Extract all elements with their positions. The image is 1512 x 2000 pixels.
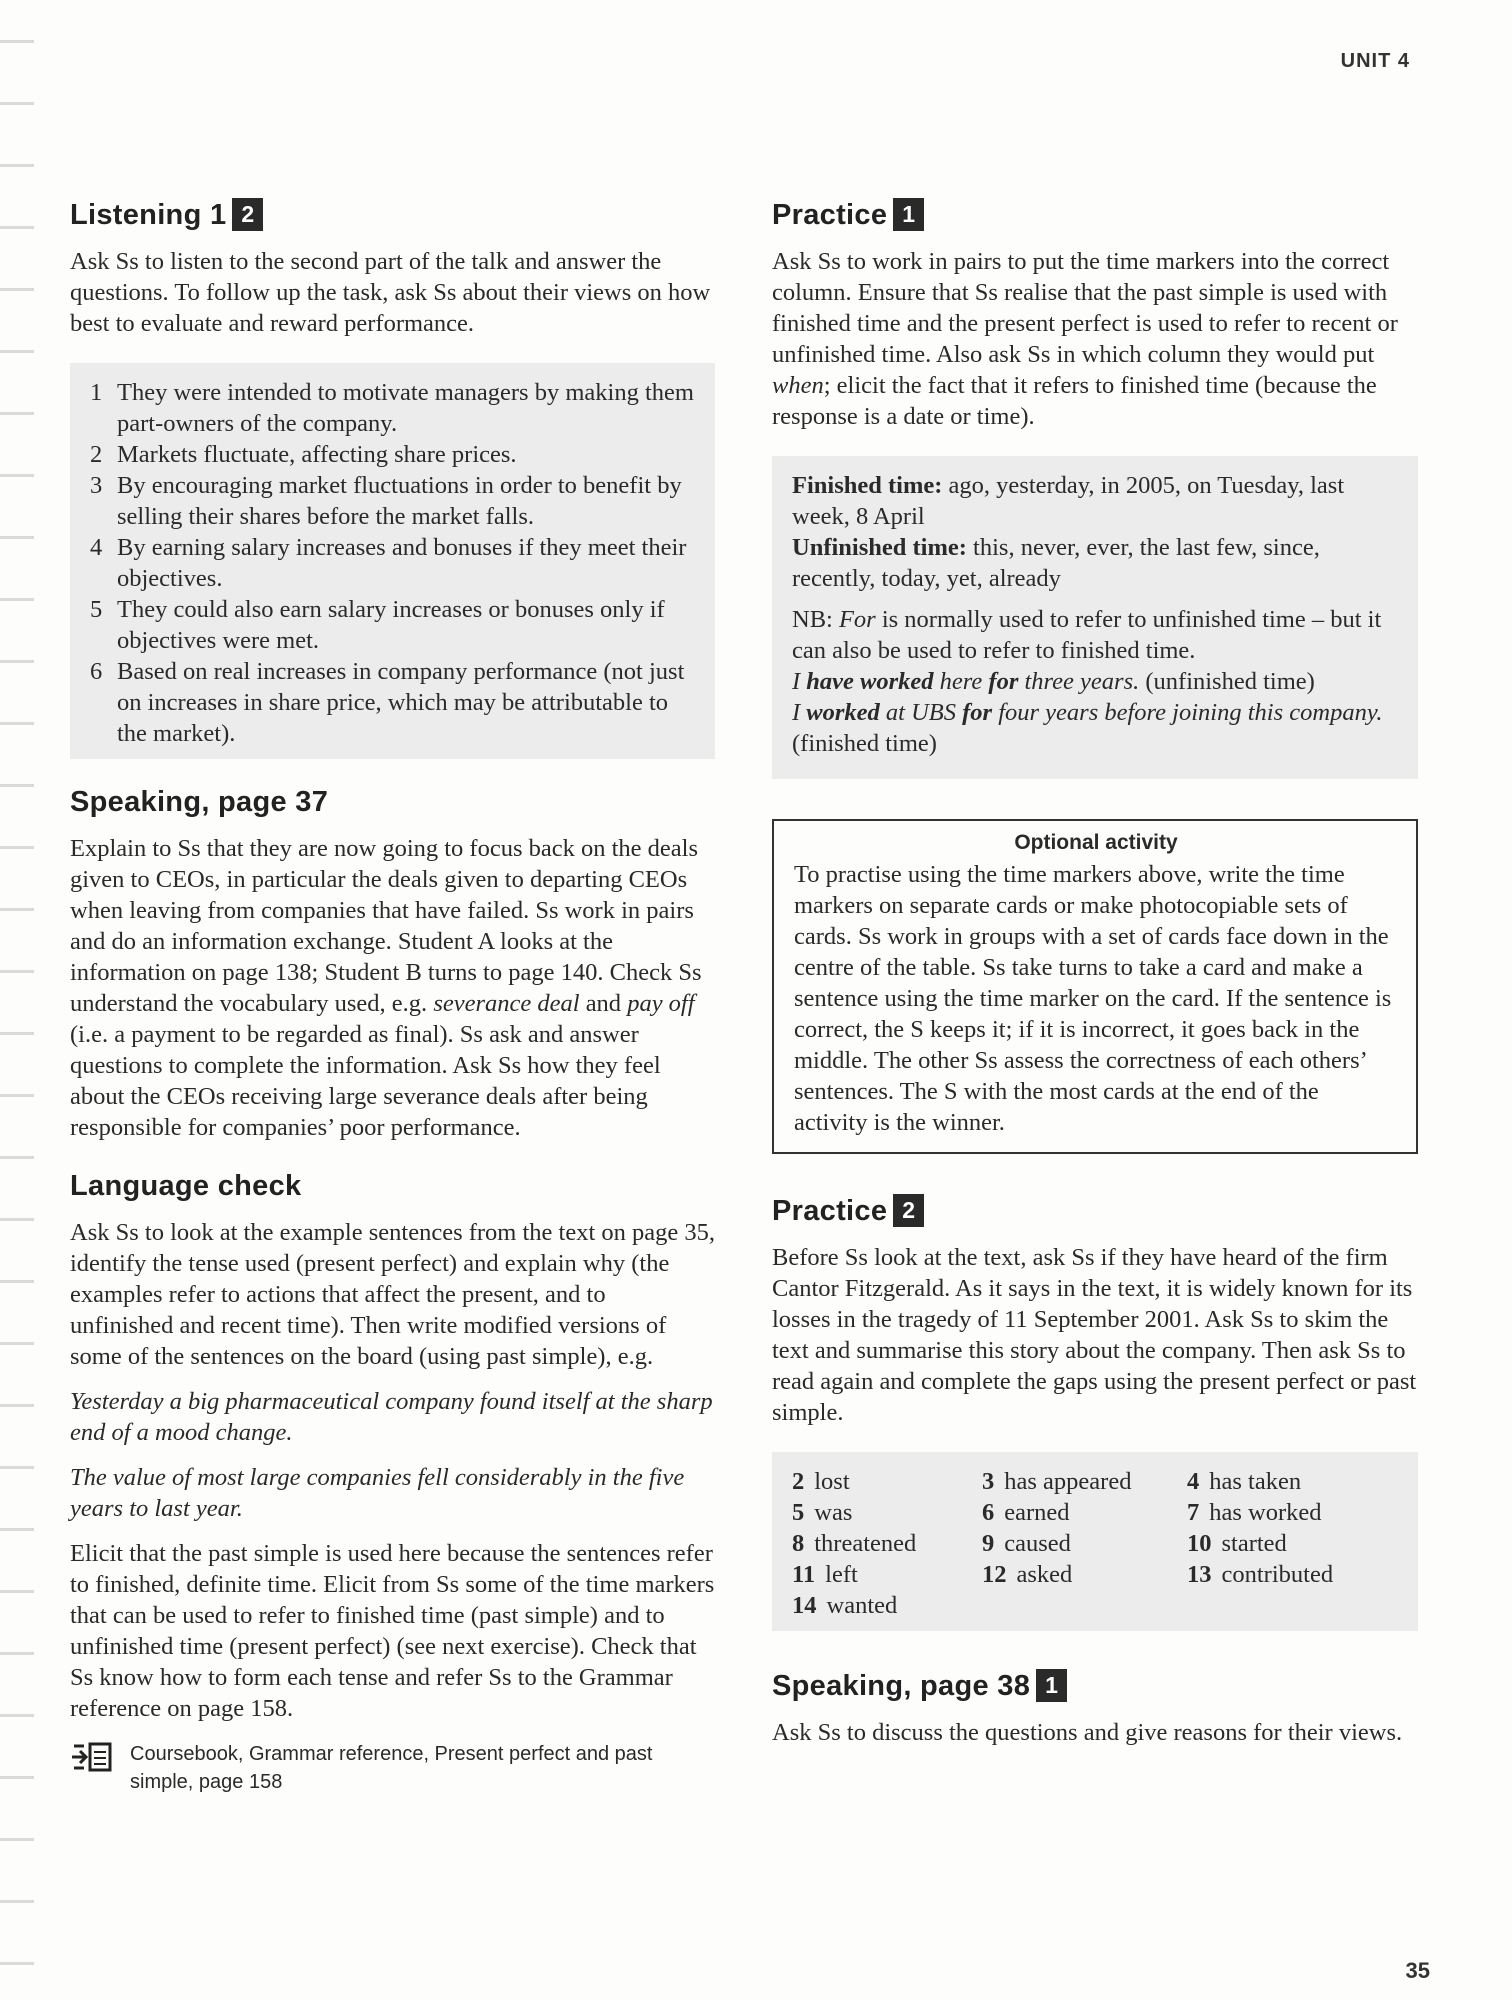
listening-answer-key [70, 363, 715, 759]
speaking38-badge: 1 [1036, 1669, 1067, 1702]
answer-text: Markets fluctuate, affecting share prices. [117, 440, 517, 468]
answer-number: 5 [90, 595, 103, 623]
gap-word: wanted [826, 1591, 898, 1619]
gap-number: 11 [792, 1560, 816, 1588]
answer-number: 6 [90, 657, 103, 685]
speaking38-text: Ask Ss to discuss the questions and give reasons for their views. [772, 1718, 1403, 1746]
answer-item [90, 594, 695, 656]
answer-number: 2 [90, 440, 103, 468]
gap-word: has appeared [1004, 1467, 1132, 1495]
gap-word: was [814, 1498, 853, 1526]
gap-number: 4 [1187, 1467, 1200, 1495]
answer-item [90, 656, 695, 749]
nb-example-2: I worked at UBS for four years before joining this company. (finished time) [792, 698, 1383, 757]
gap-number: 5 [792, 1498, 805, 1526]
practice1-text: Ask Ss to work in pairs to put the time markers into the correct column. Ensure that Ss realise that the past simple is used with finished time and the present perfect is used to refer to recent or unfinished time. Also ask Ss in which column they would put when; elicit the fact that it refers to finished time (because the response is a date or time). [772, 247, 1398, 430]
answer-text: By earning salary increases and bonuses if they meet their objectives. [117, 533, 687, 592]
language-check-section [70, 1171, 715, 1796]
speaking38-heading: Speaking, page 38 1 [772, 1669, 1418, 1703]
listening-section [70, 198, 715, 759]
right-column [772, 198, 1418, 1776]
gap-answer [792, 1466, 982, 1497]
practice2-heading: Practice 2 [772, 1194, 1418, 1228]
gap-answer [982, 1497, 1187, 1528]
nb-example-1: I have worked here for three years. (unfinished time) [792, 667, 1315, 695]
gap-answer [1187, 1559, 1367, 1590]
gap-word: has taken [1209, 1467, 1302, 1495]
practice1-answer-key [772, 456, 1418, 779]
gap-answer [982, 1559, 1187, 1590]
gap-answer [1187, 1528, 1367, 1559]
gap-number: 8 [792, 1529, 805, 1557]
gap-answer [792, 1559, 982, 1590]
example-sentence-2: The value of most large companies fell considerably in the five years to last year. [70, 1463, 685, 1522]
optional-activity-box [772, 819, 1418, 1154]
speaking37-text: Explain to Ss that they are now going to focus back on the deals given to CEOs, in particular the deals given to departing CEOs when leaving from companies that have failed. Ss work in pairs and do an information exchange. Student A looks at the information on page 138; Student B turns to page 140. Check Ss understand the vocabulary used, e.g. severance deal and pay off (i.e. a payment to be regarded as final). Ss ask and answer questions to complete the information. Ask Ss how they feel about the CEOs receiving large severance deals after being responsible for companies’ poor performance. [70, 834, 702, 1141]
gap-number: 2 [792, 1467, 805, 1495]
answer-number: 4 [90, 533, 103, 561]
gap-answer [1187, 1497, 1367, 1528]
listening-answer-list [90, 377, 695, 749]
gap-word: threatened [814, 1529, 917, 1557]
language-check-heading: Language check [70, 1169, 302, 1202]
answer-item [90, 377, 695, 439]
practice1-heading: Practice 1 [772, 198, 1418, 232]
answer-text: They were intended to motivate managers by making them part-owners of the company. [117, 378, 694, 437]
gap-word: has worked [1209, 1498, 1322, 1526]
practice2-answer-key [772, 1452, 1418, 1631]
optional-activity-text: To practise using the time markers above, write the time markers on separate cards or make photocopiable sets of cards. Ss work in groups with a set of cards face down in the centre of the table. Ss take turns to take a card and make a sentence using the time marker on the card. If the sentence is correct, the S keeps it; if it is incorrect, it goes back in the middle. The other Ss assess the correctness of each others’ sentences. The S with the most cards at the end of the activity is the winner. [794, 860, 1392, 1136]
speaking37-section [70, 787, 715, 1143]
gap-number: 7 [1187, 1498, 1200, 1526]
gap-answer [982, 1528, 1187, 1559]
language-check-intro: Ask Ss to look at the example sentences from the text on page 35, identify the tense used (present perfect) and explain why (the examples refer to actions that affect the present, and to unfinished and recent time). Then write modified versions of some of the sentences on the board (using past simple), e.g. [70, 1218, 716, 1370]
optional-activity-title: Optional activity [1014, 830, 1178, 854]
answer-number: 3 [90, 471, 103, 499]
gap-word: left [825, 1560, 858, 1588]
gap-number: 10 [1187, 1529, 1212, 1557]
practice2-answer-grid [792, 1466, 1398, 1621]
finished-time: Finished time: ago, yesterday, in 2005, on Tuesday, last week, 8 April [792, 471, 1345, 530]
answer-text: They could also earn salary increases or bonuses only if objectives were met. [117, 595, 665, 654]
example-sentence-1: Yesterday a big pharmaceutical company found itself at the sharp end of a mood change. [70, 1387, 713, 1446]
language-check-followup: Elicit that the past simple is used here because the sentences refer to finished, definite time. Elicit from Ss some of the time markers that can be used to refer to finished time (past simple) and to unfinished time (present perfect) (see next exercise). Check that Ss know how to form each tense and refer Ss to the Grammar reference on page 158. [70, 1539, 715, 1722]
gap-word: contributed [1221, 1560, 1334, 1588]
left-column [70, 198, 715, 1824]
practice2-text: Before Ss look at the text, ask Ss if they have heard of the firm Cantor Fitzgerald. As it says in the text, it is widely known for its losses in the tragedy of 11 September 2001. Ask Ss to skim the text and summarise this story about the company. Then ask Ss to read again and complete the gaps using the present perfect or past simple. [772, 1243, 1417, 1426]
speaking38-section [772, 1669, 1418, 1748]
unfinished-time: Unfinished time: this, never, ever, the last few, since, recently, today, yet, already [792, 533, 1320, 592]
practice1-section [772, 198, 1418, 779]
gap-answer [792, 1590, 982, 1621]
answer-text: Based on real increases in company performance (not just on increases in share price, which may be attributable to the market). [117, 657, 685, 747]
gap-number: 13 [1187, 1560, 1212, 1588]
gap-answer [982, 1466, 1187, 1497]
coursebook-reference-icon [70, 1740, 130, 1782]
nb-note: NB: For is normally used to refer to unfinished time – but it can also be used to refer to finished time. [792, 605, 1382, 664]
gap-answer [792, 1528, 982, 1559]
spiral-binding [0, 0, 34, 2000]
gap-word: earned [1004, 1498, 1070, 1526]
page-number: 35 [1405, 1958, 1430, 1983]
gap-answer [1187, 1466, 1367, 1497]
answer-item [90, 470, 695, 532]
gap-number: 12 [982, 1560, 1007, 1588]
gap-number: 9 [982, 1529, 995, 1557]
coursebook-reference [70, 1740, 715, 1796]
speaking37-heading: Speaking, page 37 [70, 785, 329, 818]
gap-number: 14 [792, 1591, 817, 1619]
gap-word: caused [1004, 1529, 1071, 1557]
unit-label: UNIT 4 [1340, 50, 1410, 72]
gap-word: lost [814, 1467, 850, 1495]
gap-number: 3 [982, 1467, 995, 1495]
answer-number: 1 [90, 378, 103, 406]
answer-text: By encouraging market fluctuations in order to benefit by selling their shares before the market falls. [117, 471, 682, 530]
answer-item [90, 532, 695, 594]
listening-intro: Ask Ss to listen to the second part of the talk and answer the questions. To follow up the task, ask Ss about their views on how best to evaluate and reward performance. [70, 247, 711, 337]
gap-answer [792, 1497, 982, 1528]
gap-word: asked [1016, 1560, 1073, 1588]
gap-number: 6 [982, 1498, 995, 1526]
gap-word: started [1221, 1529, 1287, 1557]
practice1-badge: 1 [893, 198, 924, 231]
practice2-badge: 2 [893, 1194, 924, 1227]
answer-item [90, 439, 695, 470]
practice2-section [772, 1194, 1418, 1631]
listening-heading: Listening 1 2 [70, 198, 715, 232]
coursebook-reference-text: Coursebook, Grammar reference, Present perfect and past simple, page 158 [130, 1742, 653, 1793]
listening-badge: 2 [232, 198, 263, 231]
